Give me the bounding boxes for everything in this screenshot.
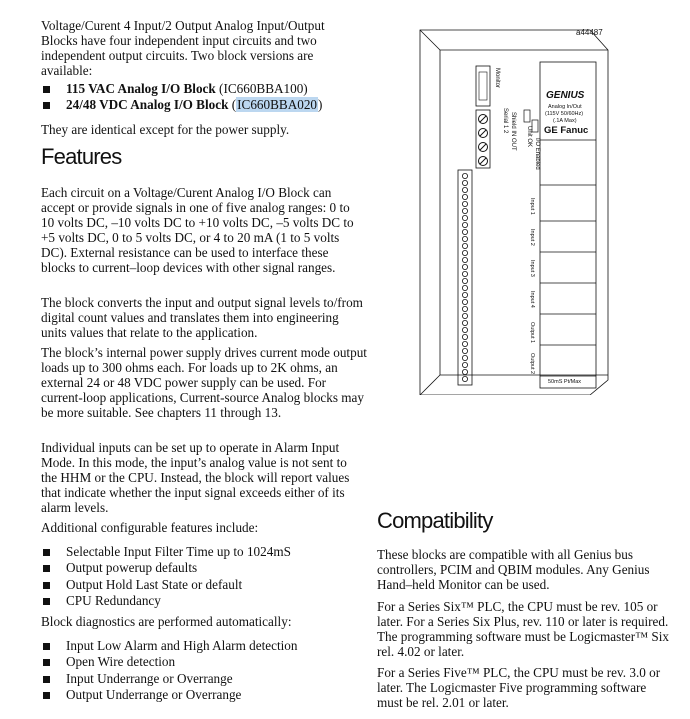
list-item: Input Underrange or Overrange xyxy=(41,671,361,687)
terminal-screw xyxy=(462,271,467,276)
figure-reference: a44487 xyxy=(576,28,603,37)
identical-note: They are identical except for the power supply. xyxy=(41,122,290,137)
features-paragraph-2: The block converts the input and output signal levels to/from digital count values and translates them into engineering units values that relate to the application. xyxy=(41,295,363,340)
terminal-strip xyxy=(458,170,472,385)
unit-ok-led xyxy=(524,110,530,122)
shield-label: Shield IN OUT xyxy=(510,112,516,151)
io-enabled-label: I/O Enabled xyxy=(534,138,540,170)
list-item: Selectable Input Filter Time up to 1024mS xyxy=(41,544,361,560)
diagnostics-intro: Block diagnostics are performed automatically: xyxy=(41,614,292,629)
list-item: Output powerup defaults xyxy=(41,560,361,576)
configurable-intro: Additional configurable features include: xyxy=(41,520,259,535)
block-illustration xyxy=(400,20,620,395)
brand-name: GENIUS xyxy=(546,90,585,101)
terminal-screw xyxy=(462,250,467,255)
terminal-screw xyxy=(462,362,467,367)
channel-label: Input 1 xyxy=(529,198,535,215)
list-item: CPU Redundancy xyxy=(41,593,361,609)
terminal-screw xyxy=(462,313,467,318)
monitor-label: Monitor xyxy=(494,68,500,89)
terminal-screw xyxy=(462,257,467,262)
terminal-screw xyxy=(462,194,467,199)
list-item: 115 VAC Analog I/O Block (IC660BBA100) xyxy=(41,81,351,97)
intro-paragraph: Voltage/Curent 4 Input/2 Output Analog Input/Output Blocks have four independent input circuits and two independent output circuits. Two block versions are available: xyxy=(41,18,325,78)
versions-list xyxy=(41,81,351,114)
diagnostics-list xyxy=(41,638,361,704)
compatibility-heading: Compatibility xyxy=(377,508,493,533)
terminal-screw xyxy=(462,173,467,178)
terminal-screw xyxy=(462,187,467,192)
list-item: 24/48 VDC Analog I/O Block (IC660BBA020) xyxy=(41,97,351,113)
terminal-screw xyxy=(462,369,467,374)
terminal-screw xyxy=(462,243,467,248)
channel-rows xyxy=(529,198,596,376)
terminal-screw xyxy=(462,320,467,325)
list-item: Input Low Alarm and High Alarm detection xyxy=(41,638,361,654)
features-paragraph-4: Individual inputs can be set up to operate in Alarm Input Mode. In this mode, the input’s analog value is not sent to the HHM or the CPU. Instead, the block will report values that indicate whether the input signal exceeds either of its alarm levels. xyxy=(41,440,350,515)
list-item: Open Wire detection xyxy=(41,654,361,670)
terminal-screw xyxy=(462,222,467,227)
channel-label: Input 4 xyxy=(529,291,535,308)
terminal-screw xyxy=(462,334,467,339)
compatibility-paragraph-2: For a Series Six™ PLC, the CPU must be rev. 105 or later. For a Series Six Plus, rev. 110 or later is required. The programming software must be Logicmaster™ Six rel. 4.02 or later. xyxy=(377,599,669,659)
terminal-screw xyxy=(462,348,467,353)
compatibility-paragraph-1: These blocks are compatible with all Genius bus controllers, PCIM and QBIM modules. Any Genius Hand–held Monitor can be used. xyxy=(377,547,650,592)
terminal-screw xyxy=(462,215,467,220)
block-housing xyxy=(420,30,608,395)
features-heading: Features xyxy=(41,144,122,169)
unit-ok-label: Unit OK xyxy=(526,126,532,148)
terminal-screw xyxy=(462,285,467,290)
terminal-screw xyxy=(462,201,467,206)
spec-line-1: Analog In/Out xyxy=(548,104,582,110)
terminal-screw xyxy=(462,264,467,269)
features-paragraph-1: Each circuit on a Voltage/Curent Analog I/O Block can accept or provide signals in one of five analog ranges: 0 to 10 volts DC, –10 volts DC to +10 volts DC, –5 volts DC to +5 volts DC, 0 to 5 volts DC, or 4 to 20 mA (1 to 5 volts DC). External resistance can be used to interface these blocks to current–loop devices with other signal ranges. xyxy=(41,185,354,275)
channel-label: Output 1 xyxy=(529,322,535,344)
compatibility-paragraph-3: For a Series Five™ PLC, the CPU must be rev. 3.0 or later. The Logicmaster Five programming software must be rel. 2.01 or later. xyxy=(377,665,661,710)
list-item: Output Underrange or Overrange xyxy=(41,687,361,703)
spec-line-2: (115V 50/60Hz) xyxy=(545,111,584,117)
serial-label: Serial 1 2 xyxy=(502,108,508,134)
terminal-screw xyxy=(462,236,467,241)
terminal-screw xyxy=(462,327,467,332)
terminal-screw xyxy=(462,306,467,311)
serial-terminals xyxy=(476,110,490,168)
features-paragraph-3: The block’s internal power supply drives current mode output loads up to 300 ohms each. For loads up to 2K ohms, an external 24 or 48 VDC power supply can be used. For current-loop applications, Current-source Analog blocks may be more suitable. See chapters 11 through 13. xyxy=(41,345,367,420)
terminal-screw xyxy=(462,376,467,381)
highlighted-catalog-number: IC660BBA020 xyxy=(237,97,318,113)
terminal-screw xyxy=(462,229,467,234)
channel-label: Input 2 xyxy=(529,229,535,246)
terminal-screw xyxy=(462,299,467,304)
rating-label: 50mS Pt/Max xyxy=(548,379,582,385)
terminal-screw xyxy=(462,208,467,213)
terminal-screw xyxy=(462,355,467,360)
channel-label: Output 2 xyxy=(529,353,535,375)
list-item: Output Hold Last State or default xyxy=(41,577,361,593)
terminal-screw xyxy=(462,278,467,283)
channel-label: Input 3 xyxy=(529,260,535,277)
terminal-screw xyxy=(462,180,467,185)
terminal-screw xyxy=(462,292,467,297)
spec-line-3: (.1A Max) xyxy=(553,118,577,124)
manufacturer: GE Fanuc xyxy=(544,125,589,136)
terminal-screw xyxy=(462,341,467,346)
configurable-list xyxy=(41,544,361,610)
